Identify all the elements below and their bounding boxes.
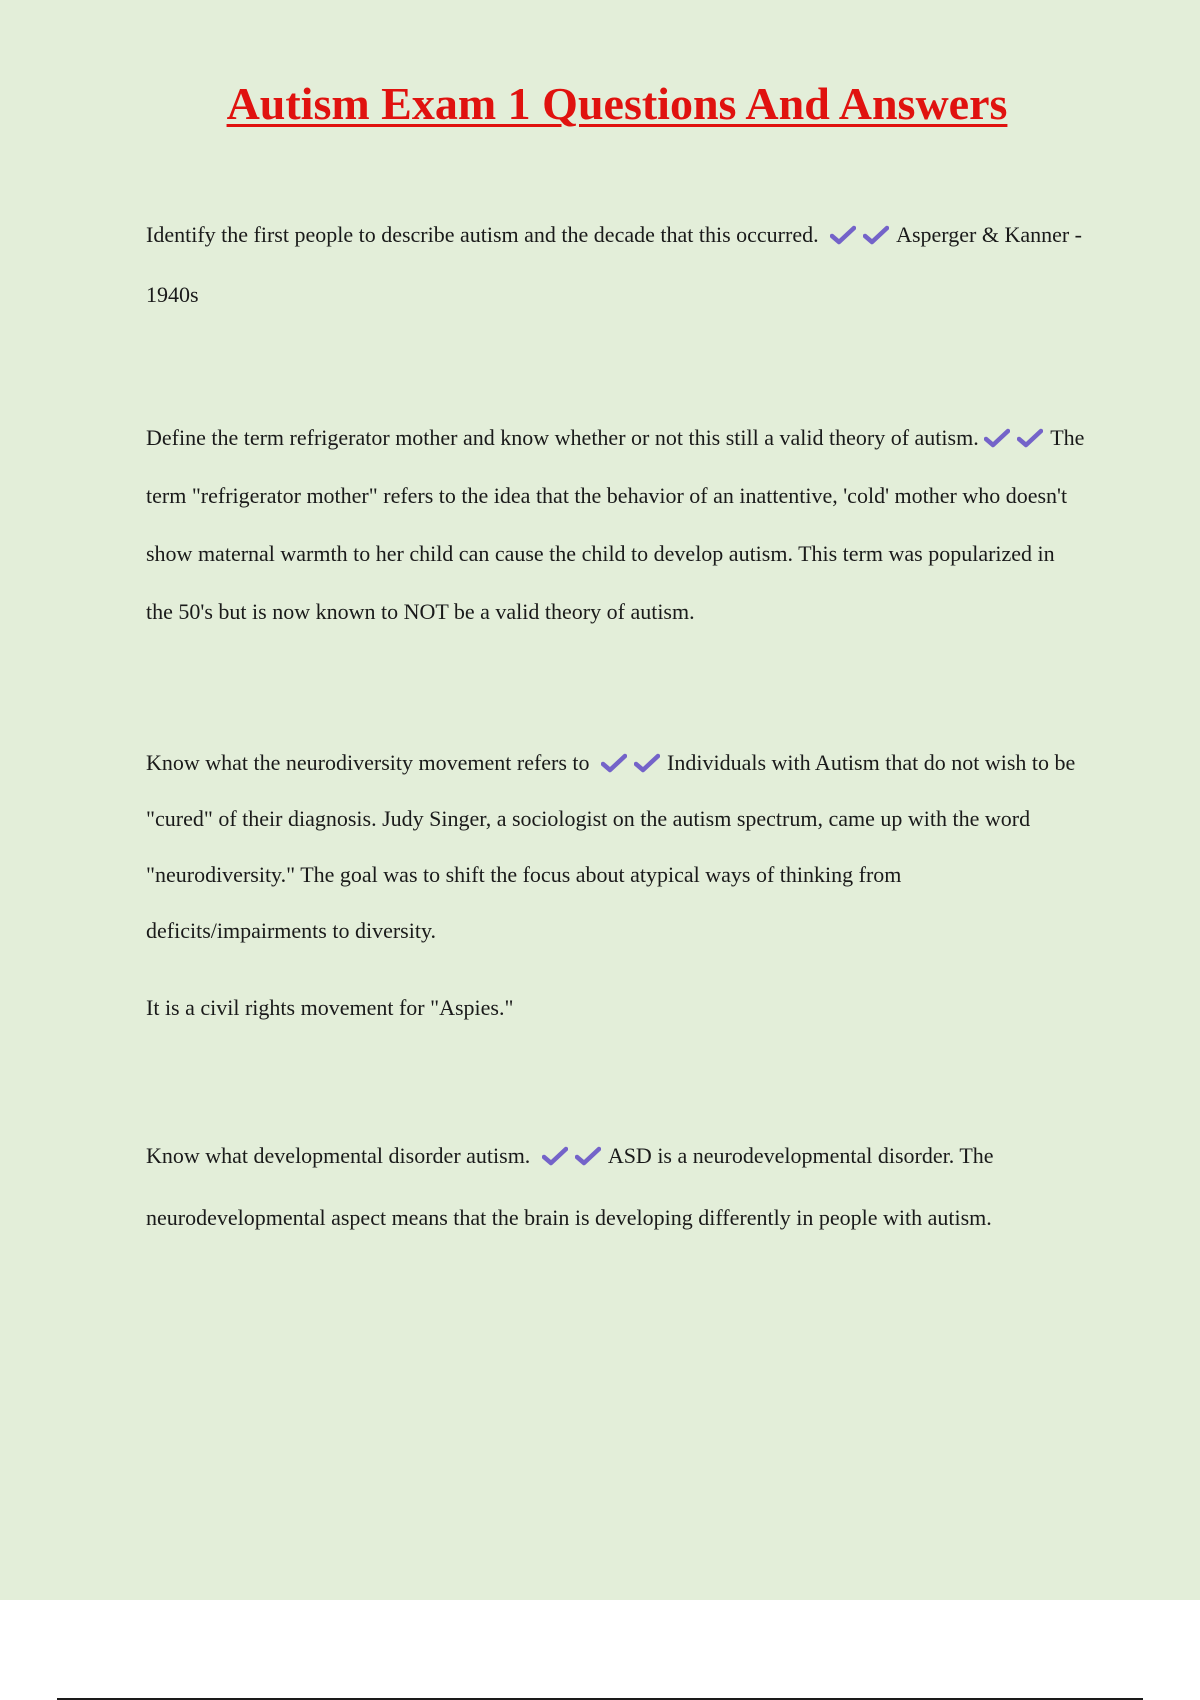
check-icon [984, 428, 1010, 448]
check-icon [542, 1146, 568, 1166]
check-icon [634, 753, 660, 773]
check-icon [601, 753, 627, 773]
answer-text: Asperger & Kanner - 1940s [146, 222, 1083, 307]
check-icon [830, 225, 856, 245]
check-icon [1017, 428, 1043, 448]
question-text: Identify the first people to describe autism and the decade that this occurred. [146, 222, 819, 247]
question-text: Know what developmental disorder autism. [146, 1143, 531, 1168]
qa-item-3 [146, 735, 1086, 959]
answer-marker [830, 222, 896, 247]
qa-item-4 [146, 1125, 1086, 1249]
check-icon [863, 225, 889, 245]
answer-text: Individuals with Autism that do not wish to be "cured" of their diagnosis. Judy Singer, a sociologist on the autism spectrum, came up with the word "neurodiversity." The goal was to shift the focus about atypical ways of thinking from deficits/impairments to diversity. [146, 750, 1076, 943]
check-icon [575, 1146, 601, 1166]
question-text: Define the term refrigerator mother and know whether or not this still a valid theory of autism. [146, 425, 979, 450]
answer-marker [984, 425, 1050, 450]
qa-item-2 [146, 409, 1086, 641]
answer-marker [542, 1143, 608, 1168]
answer-text: ASD is a neurodevelopmental disorder. The neurodevelopmental aspect means that the brain is developing differently in people with autism. [146, 1143, 994, 1230]
question-text: Know what the neurodiversity movement refers to [146, 750, 590, 775]
document-title: Autism Exam 1 Questions And Answers [226, 78, 1008, 129]
answer-text: The term "refrigerator mother" refers to the idea that the behavior of an inattentive, 'cold' mother who doesn't show maternal warmth to her child can cause the child to develop autism. This term was popularized in the 50's but is now known to NOT be a valid theory of autism. [146, 425, 1085, 624]
qa-item-1 [146, 205, 1086, 325]
answer-marker [601, 750, 667, 775]
qa-item-3-note: It is a civil rights movement for "Aspies." [146, 995, 514, 1020]
